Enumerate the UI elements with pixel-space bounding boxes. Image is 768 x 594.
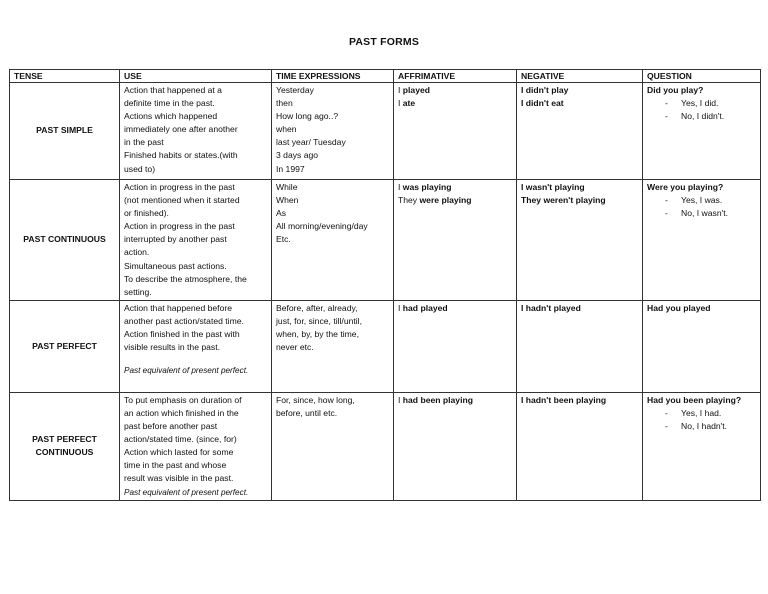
affirmative-line: I had played [398,302,448,313]
use-cell [120,300,272,392]
use-line: used to) [124,163,156,174]
affirmative-cell [394,300,517,392]
use-cell [120,392,272,500]
table-row [10,83,761,180]
past-forms-table [9,69,761,501]
bullet-dash: - [665,421,668,432]
time-expressions-cell [272,180,394,301]
affirmative-verb: was playing [402,182,452,192]
use-line: Action that happened at a [124,85,222,95]
use-line: Action which lasted for some [124,447,234,458]
affirmative-line: I ate [398,98,416,109]
negative-cell [517,180,643,301]
affirmative-cell [394,180,517,301]
question-cell [643,300,761,392]
affirmative-line: I played [398,85,431,95]
answer-line: - No, I didn't. [647,110,756,123]
time-expression: then [276,98,293,109]
question-cell [643,392,761,500]
use-line: past before another past [124,421,218,432]
use-line: (not mentioned when it started [124,195,240,206]
use-line: result was visible in the past. [124,473,234,484]
header-time-expressions: TIME EXPRESSIONS [272,70,394,83]
answer-line: - No, I wasn't. [647,207,756,220]
use-line: Finished habits or states.(with [124,150,238,161]
time-expression: before, until etc. [276,407,338,418]
use-line: setting. [124,286,152,297]
question-line: Did you play? [647,85,704,95]
use-line: Action in progress in the past [124,182,235,192]
time-expressions-cell [272,83,394,180]
use-line: in the past [124,137,164,148]
time-expression: when [276,124,297,135]
header-row [10,70,761,83]
table-row [10,392,761,500]
negative-line: I didn't play [521,85,569,95]
header-affirmative: AFFRIMATIVE [394,70,517,83]
use-line: an action which finished in the [124,407,239,418]
use-cell [120,180,272,301]
time-expression: Before, after, already, [276,302,358,313]
negative-cell [517,392,643,500]
affirmative-verb: were playing [419,195,472,206]
bullet-dash: - [665,111,668,122]
header-question: QUESTION [643,70,761,83]
answer-line: - Yes, I did. [647,97,756,110]
negative-cell [517,300,643,392]
affirmative-line: I had been playing [398,394,473,405]
time-expressions-cell [272,392,394,500]
affirmative-verb: played [402,85,431,95]
use-line: Simultaneous past actions. [124,260,227,271]
negative-line: I wasn't playing [521,182,585,192]
tense-cell: PAST PERFECT CONTINUOUS [10,392,120,500]
time-expression: when, by, by the time, [276,329,359,340]
time-expression: While [276,182,298,192]
affirmative-verb: had been playing [402,394,473,405]
tense-cell: PAST PERFECT [10,300,120,392]
use-note: Past equivalent of present perfect. [124,487,249,497]
bullet-dash: - [665,208,668,219]
use-line: Action finished in the past with [124,329,240,340]
use-line: action. [124,247,150,258]
use-line: definite time in the past. [124,98,215,109]
spacer [124,354,267,364]
use-line: action/stated time. (since, for) [124,434,237,445]
table-row [10,180,761,301]
use-line: time in the past and whose [124,460,227,471]
affirmative-line: I was playing [398,182,452,192]
time-expression: When [276,195,299,206]
affirmative-verb: ate [402,98,416,109]
header-negative: NEGATIVE [517,70,643,83]
question-line: Had you played [647,302,711,313]
question-cell [643,83,761,180]
time-expression: Etc. [276,234,291,245]
time-expression: never etc. [276,342,314,353]
time-expression: In 1997 [276,163,305,174]
header-use: USE [120,70,272,83]
header-tense: TENSE [10,70,120,83]
table-row [10,300,761,392]
tense-cell: PAST SIMPLE [10,83,120,180]
time-expression: For, since, how long, [276,394,355,405]
negative-cell [517,83,643,180]
time-expression: How long ago..? [276,111,339,122]
time-expression: All morning/evening/day [276,221,368,232]
page-title: PAST FORMS [348,36,420,48]
use-line: another past action/stated time. [124,315,244,326]
use-line: Actions which happened [124,111,218,122]
question-line: Had you been playing? [647,394,742,405]
question-cell [643,180,761,301]
negative-line: I didn't eat [521,98,564,109]
use-line: To put emphasis on duration of [124,394,242,405]
tense-cell: PAST CONTINUOUS [10,180,120,301]
time-expression: last year/ Tuesday [276,137,346,148]
bullet-dash: - [665,407,668,418]
affirmative-cell [394,83,517,180]
use-line: Action in progress in the past [124,221,235,232]
answer-line: - No, I hadn't. [647,420,756,433]
time-expression: just, for, since, till/until, [276,315,362,326]
answer-line: - Yes, I had. [647,407,756,420]
negative-line: I hadn't played [521,302,581,313]
time-expression: Yesterday [276,85,314,95]
time-expression: As [276,208,287,219]
use-line: visible results in the past. [124,342,221,353]
bullet-dash: - [665,98,668,109]
use-line: interrupted by another past [124,234,227,245]
answer-line: - Yes, I was. [647,194,756,207]
time-expression: 3 days ago [276,150,319,161]
negative-line: I hadn't been playing [521,394,607,405]
use-note: Past equivalent of present perfect. [124,366,249,376]
affirmative-verb: had played [402,302,448,313]
use-line: or finished). [124,208,169,219]
use-line: To describe the atmosphere, the [124,273,247,284]
use-cell [120,83,272,180]
question-line: Were you playing? [647,182,724,192]
use-line: Action that happened before [124,302,232,313]
bullet-dash: - [665,195,668,206]
negative-line: They weren't playing [521,195,606,206]
use-line: immediately one after another [124,124,238,135]
affirmative-cell [394,392,517,500]
time-expressions-cell [272,300,394,392]
affirmative-line: They were playing [398,195,472,206]
